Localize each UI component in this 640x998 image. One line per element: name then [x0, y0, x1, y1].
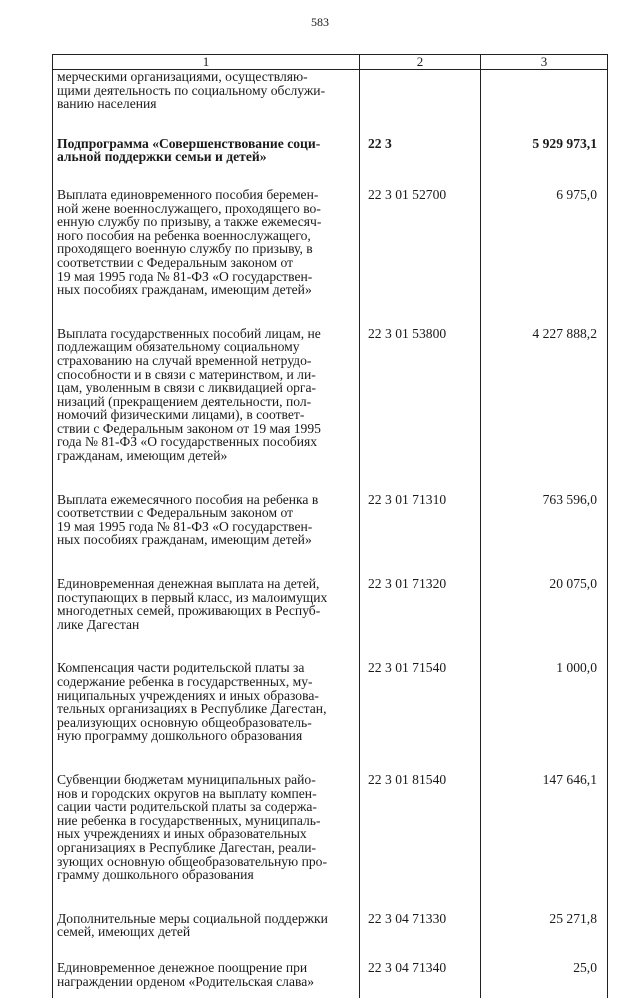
- table-row: [53, 479, 608, 563]
- column-header-3: 3: [481, 55, 608, 70]
- row-code: 22 3 04 71330: [360, 898, 481, 951]
- row-amount: 25 271,8: [481, 898, 608, 951]
- row-name: Выплата ежемесячного пособия на ребенка в соответствии с Федеральным законом от 19 мая 1995 года № 81-ФЗ «О государствен- ных пособиях гражданам, имеющим детей»: [53, 479, 360, 563]
- row-name: Дополнительные меры социальной поддержки семей, имеющих детей: [53, 898, 360, 951]
- table-header-row: [53, 55, 608, 70]
- table-row: [53, 759, 608, 898]
- row-amount: 25,0: [481, 951, 608, 998]
- row-code: 22 3 01 81540: [360, 759, 481, 898]
- row-code: 22 3 01 53800: [360, 313, 481, 479]
- table-row: [53, 647, 608, 759]
- table-row: [53, 898, 608, 951]
- page-number: 583: [0, 15, 640, 30]
- row-amount: [481, 70, 608, 125]
- budget-table: [52, 54, 608, 998]
- table-row: [53, 951, 608, 998]
- row-amount: 1 000,0: [481, 647, 608, 759]
- row-code: 22 3: [360, 125, 481, 176]
- row-code: 22 3 01 71310: [360, 479, 481, 563]
- row-amount: 20 075,0: [481, 563, 608, 647]
- table-row: [53, 313, 608, 479]
- row-name: Подпрограмма «Совершенствование соци- альной поддержки семьи и детей»: [53, 125, 360, 176]
- row-code: [360, 70, 481, 125]
- row-code: 22 3 04 71340: [360, 951, 481, 998]
- table-row: [53, 176, 608, 313]
- row-amount: 147 646,1: [481, 759, 608, 898]
- row-name: Компенсация части родительской платы за содержание ребенка в государственных, му- ниципальных учреждениях и иных образова- тельных организациях в Республике Дагестан, реализующих основную общеобразователь- ную программу дошкольного образования: [53, 647, 360, 759]
- row-code: 22 3 01 71540: [360, 647, 481, 759]
- row-amount: 763 596,0: [481, 479, 608, 563]
- row-name: Выплата единовременного пособия беремен- ной жене военнослужащего, проходящего во- енную службу по призыву, а также ежемесяч- ного пособия на ребенка военнослужащего, проходящего военную службу по призыву, в соответствии с Федеральным законом от 19 мая 1995 года № 81-ФЗ «О государствен- ных пособиях гражданам, имеющим детей»: [53, 176, 360, 313]
- column-header-1: 1: [53, 55, 360, 70]
- row-amount: 5 929 973,1: [481, 125, 608, 176]
- row-amount: 4 227 888,2: [481, 313, 608, 479]
- row-code: 22 3 01 52700: [360, 176, 481, 313]
- row-code: 22 3 01 71320: [360, 563, 481, 647]
- row-name: Выплата государственных пособий лицам, не подлежащим обязательному социальному страхованию на случай временной нетрудо- способности и в связи с материнством, и ли- цам, уволенным в связи с ликвидацией орга- низаций (прекращением деятельности, пол- номочий физическими лицами), в соответ- ствии с Федеральным законом от 19 мая 1995 года № 81-ФЗ «О государственных пособиях гражданам, имеющим детей»: [53, 313, 360, 479]
- table-row: [53, 125, 608, 176]
- row-name: Единовременная денежная выплата на детей, поступающих в первый класс, из малоимущих многодетных семей, проживающих в Респуб- лике Дагестан: [53, 563, 360, 647]
- row-name: Единовременное денежное поощрение при награждении орденом «Родительская слава»: [53, 951, 360, 998]
- row-name: Субвенции бюджетам муниципальных райо- нов и городских округов на выплату компен- сации части родительской платы за содержа- ние ребенка в государственных, муниципаль- ных учреждениях и иных образовательных организациях в Республике Дагестан, реали- зующих основную общеобразовательную про- грамму дошкольного образования: [53, 759, 360, 898]
- row-amount: 6 975,0: [481, 176, 608, 313]
- table-row: [53, 563, 608, 647]
- table-body: [53, 70, 608, 998]
- table-row: [53, 70, 608, 125]
- column-header-2: 2: [360, 55, 481, 70]
- row-name: мерческими организациями, осуществляю- щими деятельность по социальному обслужи- ванию населения: [53, 70, 360, 125]
